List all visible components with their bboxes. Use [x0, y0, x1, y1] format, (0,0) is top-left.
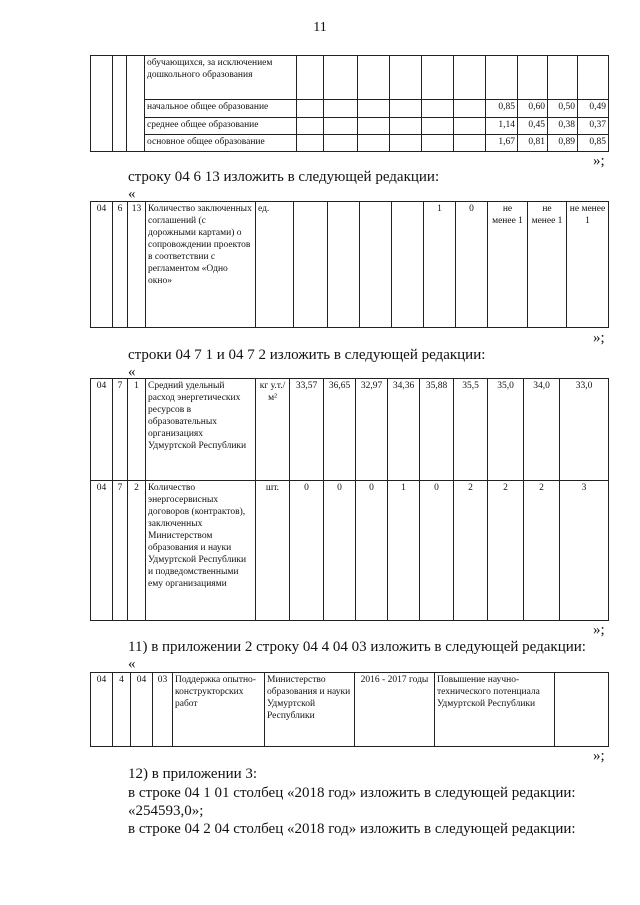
paragraph: строки 04 7 1 и 04 7 2 изложить в следующей редакции: — [128, 347, 486, 363]
event-name: Поддержка опытно-конструкторских работ — [173, 673, 265, 747]
row-label: обучающихся, за исключением дошкольного образования — [145, 56, 297, 100]
table-row: среднее общее образование 1,14 0,45 0,38 0,37 — [91, 118, 609, 135]
paragraph: «254593,0»; — [128, 803, 204, 819]
table-row — [91, 56, 609, 100]
paragraph: в строке 04 1 01 столбец «2018 год» изложить в следующей редакции: — [128, 785, 576, 801]
responsible-ministry: Министерство образования и науки Удмуртской Республики — [265, 673, 355, 747]
open-quote: « — [128, 186, 136, 202]
table-04-6-13 — [90, 201, 609, 328]
row-label: начальное общее образование — [145, 100, 297, 118]
paragraph: 12) в приложении 3: — [128, 766, 258, 782]
row-label: среднее общее образование — [145, 118, 297, 135]
open-quote: « — [128, 656, 136, 672]
table-row: 04 7 2 Количество энергосервисных договоров (контрактов), заключенных Министерством образования и науки Удмуртской Республики и подведомственными ему организациями шт. 0 0 0 1 0 2 2 2 3 — [91, 481, 609, 621]
top-table — [90, 55, 609, 152]
table-row: 04 7 1 Средний удельный расход энергетических ресурсов в образовательных организациях Удмуртской Республики кг у.т./м² 33,57 36,65 32,97 34,36 35,88 35,5 35,0 34,0 33,0 — [91, 379, 609, 481]
close-quote: »; — [593, 330, 605, 346]
table-row: 04 6 13 Количество заключенных соглашений (с дорожными картами) о сопровождении проектов в соответствии с регламентом «Одно окно» ед. 1 0 не менее 1 не менее 1 не менее 1 — [91, 202, 609, 328]
table-row: 04 4 04 03 Поддержка опытно-конструкторских работ Министерство образования и науки Удмуртской Республики 2016 - 2017 годы Повышение научно-технического потенциала Удмуртской Республики — [91, 673, 609, 747]
indicator-name: Количество энергосервисных договоров (контрактов), заключенных Министерством образования и науки Удмуртской Республики и подведомственными ему организациями — [146, 481, 256, 621]
paragraph: в строке 04 2 04 столбец «2018 год» изложить в следующей редакции: — [128, 821, 576, 837]
expected-result: Повышение научно-технического потенциала Удмуртской Республики — [435, 673, 555, 747]
open-quote: « — [128, 364, 136, 380]
close-quote: »; — [593, 748, 605, 764]
close-quote: »; — [593, 153, 605, 169]
indicator-name: Средний удельный расход энергетических ресурсов в образовательных организациях Удмуртской Республики — [146, 379, 256, 481]
row-label: основное общее образование — [145, 135, 297, 152]
close-quote: »; — [593, 622, 605, 638]
table-04-7 — [90, 378, 609, 621]
table-appendix2 — [90, 672, 609, 747]
paragraph: 11) в приложении 2 строку 04 4 04 03 изложить в следующей редакции: — [128, 639, 586, 655]
page-number: 11 — [313, 20, 327, 35]
table-row: основное общее образование 1,67 0,81 0,89 0,85 — [91, 135, 609, 152]
indicator-name: Количество заключенных соглашений (с дорожными картами) о сопровождении проектов в соответствии с регламентом «Одно окно» — [146, 202, 256, 328]
paragraph: строку 04 6 13 изложить в следующей редакции: — [128, 169, 440, 185]
years: 2016 - 2017 годы — [355, 673, 435, 747]
table-row: начальное общее образование 0,85 0,60 0,50 0,49 — [91, 100, 609, 118]
